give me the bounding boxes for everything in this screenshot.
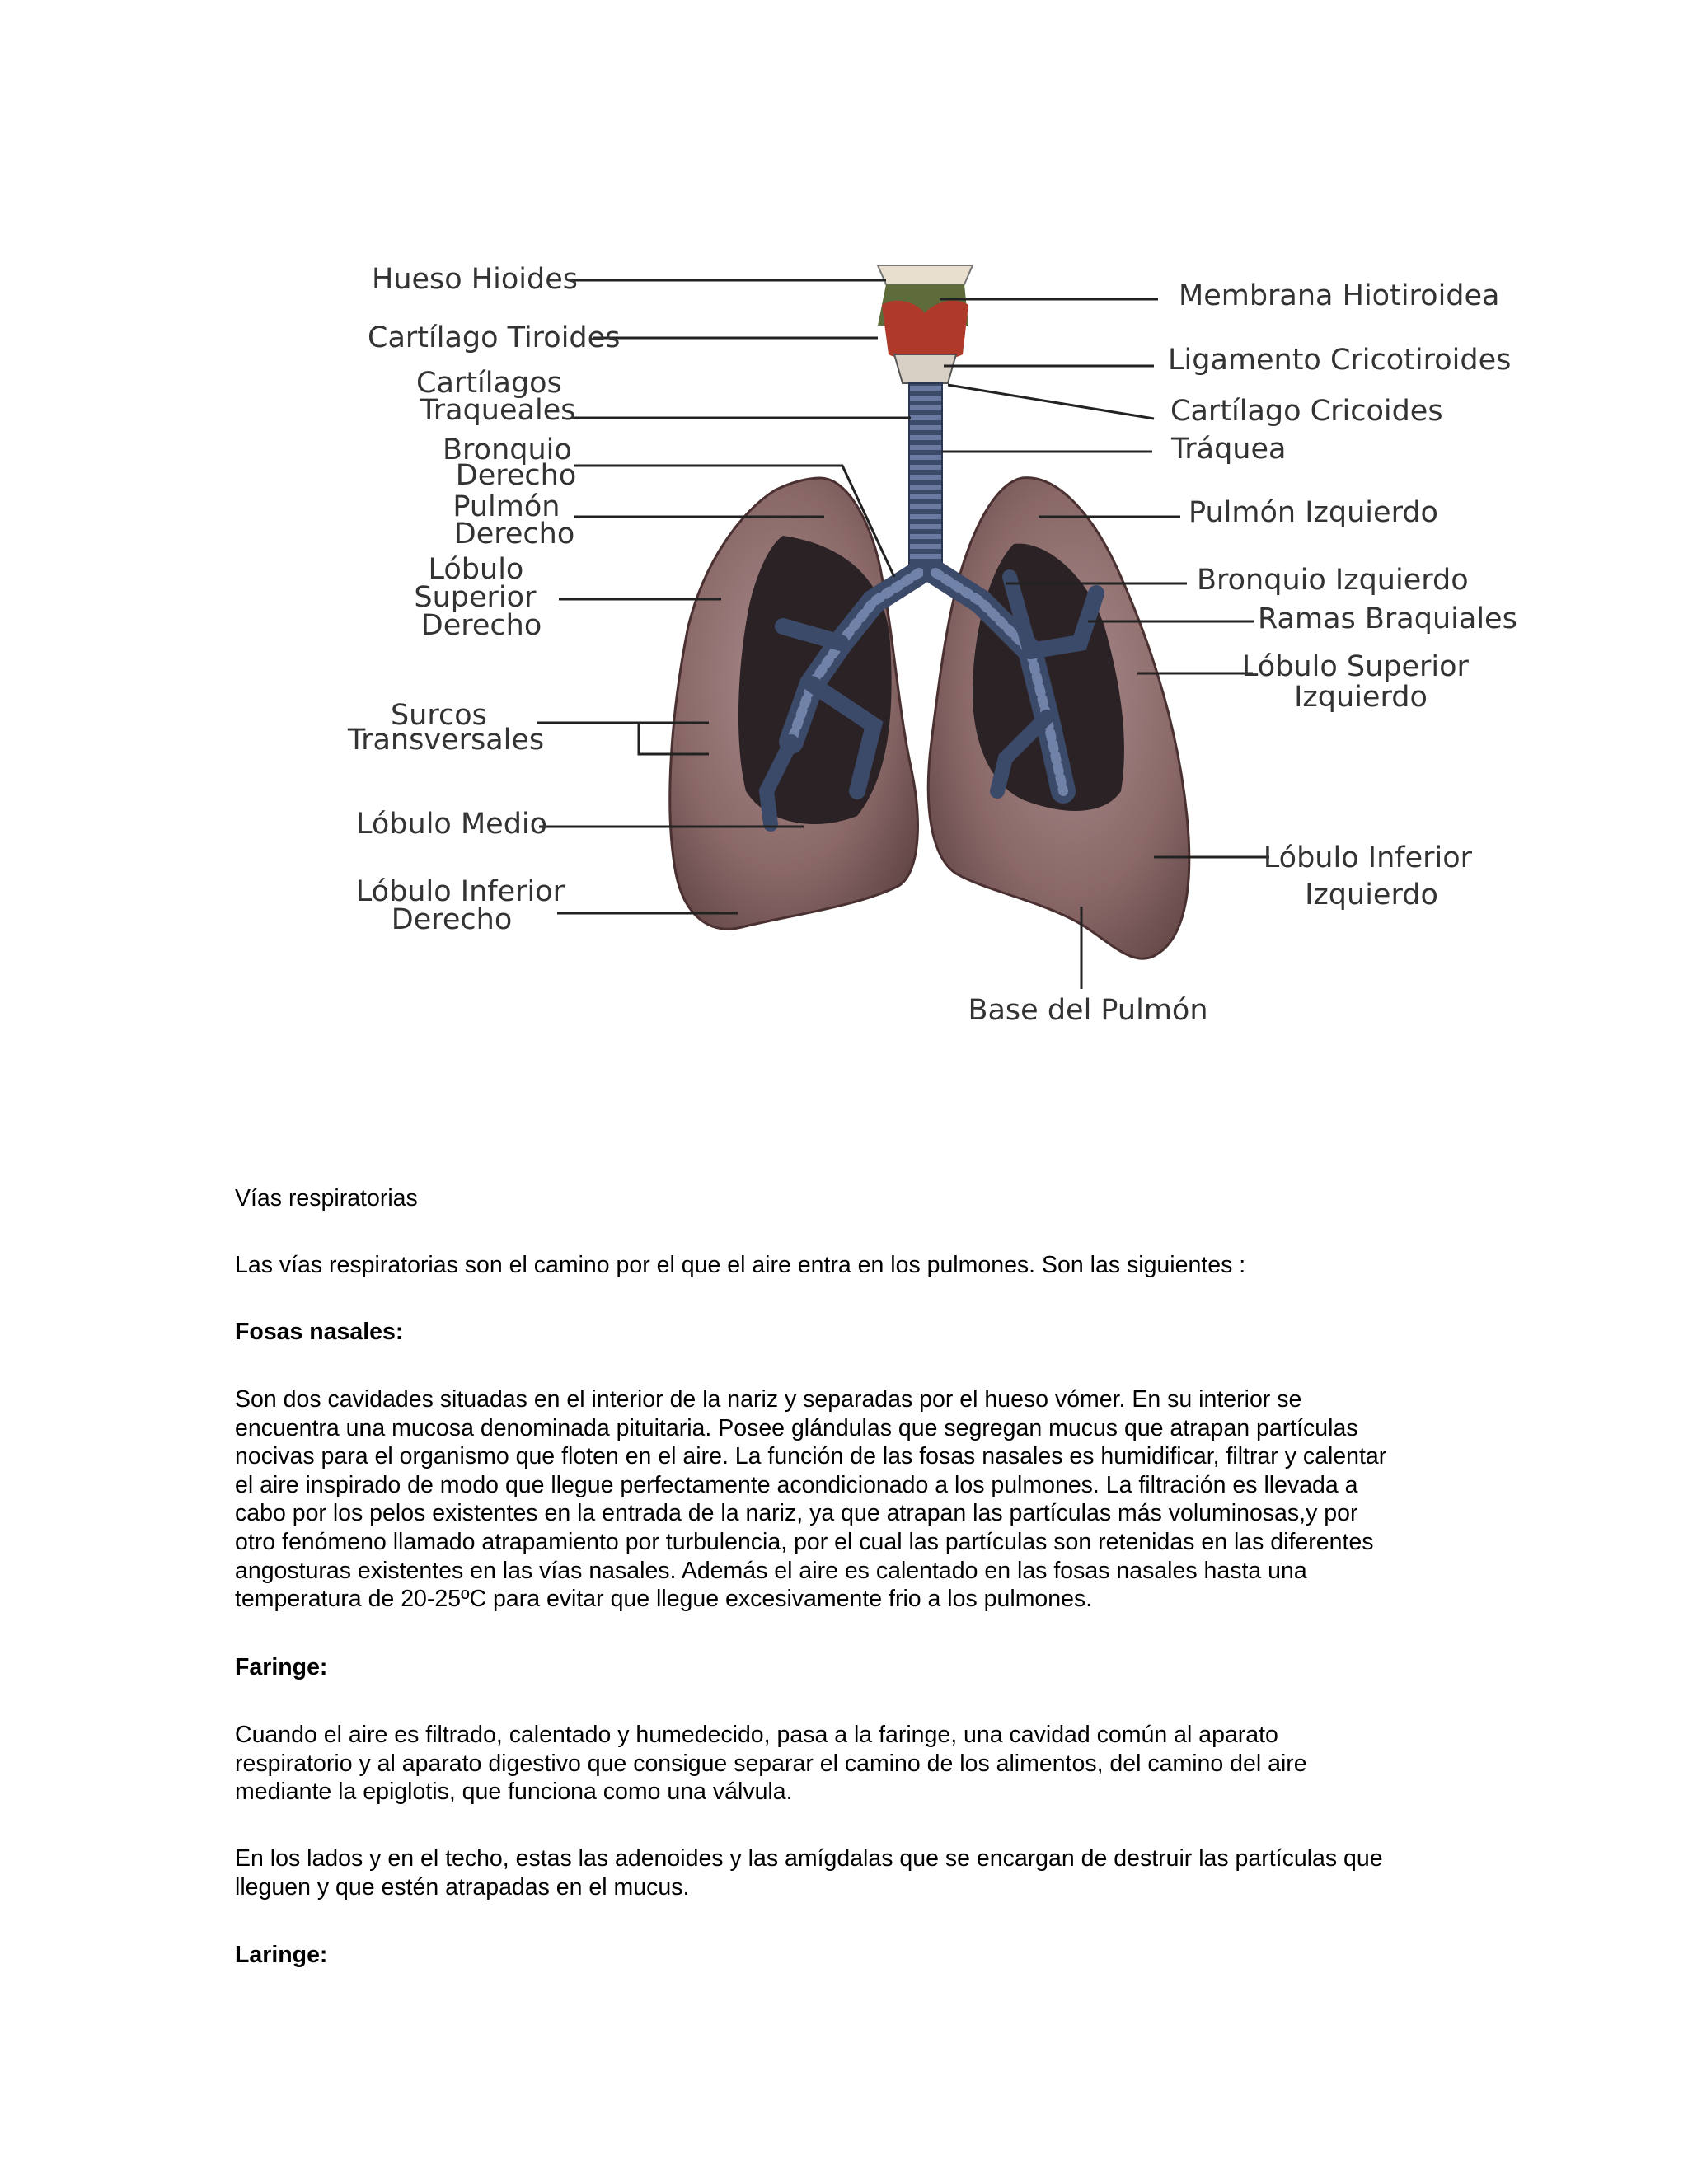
text-line: Cuando el aire es filtrado, calentado y humedecido, pasa a la faringe, una cavidad común al aparato	[235, 1722, 1278, 1748]
intro-paragraph: Las vías respiratorias son el camino por el que el aire entra en los pulmones. Son las siguientes :	[235, 1252, 1246, 1278]
label-lobulo-medio: Lóbulo Medio	[356, 808, 548, 841]
text-line: temperatura de 20-25ºC para evitar que llegue excesivamente frio a los pulmones.	[235, 1586, 1093, 1613]
text-line: nocivas para el organismo que floten en el aire. La función de las fosas nasales es humidificar, filtrar y calentar	[235, 1443, 1387, 1470]
text-line: encuentra una mucosa denominada pituitaria. Posee glándulas que segregan mucus que atrapan partículas	[235, 1414, 1358, 1441]
paragraph-adenoides	[235, 1844, 1471, 1901]
text-line: Son dos cavidades situadas en el interior de la nariz y separadas por el hueso vómer. En su interior se	[235, 1386, 1302, 1413]
text-line: el aire inspirado de modo que llegue perfectamente acondicionado a los pulmones. La filtración es llevada a	[235, 1471, 1358, 1498]
label-ligamento-cricotiroides: Ligamento Cricotiroides	[1168, 344, 1512, 377]
paragraph-fosas-nasales	[235, 1385, 1471, 1614]
label-cartilagos-traqueales: Cartílagos Traqueales	[416, 367, 576, 427]
text-line: respiratorio y al aparato digestivo que consigue separar el camino de los alimentos, del camino del aire	[235, 1750, 1307, 1777]
label-pulmon-izquierdo: Pulmón Izquierdo	[1189, 496, 1438, 529]
label-lobulo-superior-izquierdo: Lóbulo Superior Izquierdo	[1241, 650, 1469, 714]
heading-fosas-nasales: Fosas nasales:	[235, 1319, 404, 1345]
label-lobulo-inferior-derecho: Lóbulo Inferior Derecho	[355, 875, 565, 936]
trachea-shape	[909, 383, 942, 577]
label-bronquio-izquierdo: Bronquio Izquierdo	[1197, 564, 1469, 597]
label-hueso-hioides: Hueso Hioides	[372, 263, 578, 296]
text-line: En los lados y en el techo, estas las adenoides y las amígdalas que se encargan de destruir las partículas que	[235, 1845, 1383, 1872]
respiratory-system-diagram	[0, 0, 1688, 1071]
label-base-del-pulmon: Base del Pulmón	[968, 994, 1208, 1027]
label-traquea: Tráquea	[1171, 433, 1287, 466]
text-line: angosturas existentes en las vías nasales. Además el aire es calentado en las fosas nasales hasta una	[235, 1557, 1307, 1584]
label-cartilago-tiroides: Cartílago Tiroides	[368, 321, 621, 354]
label-surcos-transversales: Surcos Transversales	[347, 699, 545, 757]
text-line: cabo por los pelos existentes en la entrada de la nariz, ya que atrapan las partículas más voluminosas,y por	[235, 1500, 1358, 1527]
text-line: mediante la epiglotis, que funciona como una válvula.	[235, 1779, 793, 1806]
heading-faringe: Faringe:	[235, 1654, 328, 1680]
text-line: lleguen y que estén atrapadas en el mucus.	[235, 1873, 690, 1900]
label-membrana-hiotiroidea: Membrana Hiotiroidea	[1179, 279, 1500, 312]
text-line: otro fenómeno llamado atrapamiento por turbulencia, por el cual las partículas son retenidas en las diferentes	[235, 1528, 1374, 1555]
heading-laringe: Laringe:	[235, 1942, 328, 1968]
label-lobulo-inferior-izquierdo: Lóbulo Inferior Izquierdo	[1263, 841, 1473, 912]
label-bronquio-derecho: Bronquio Derecho	[443, 434, 577, 492]
label-cartilago-cricoides: Cartílago Cricoides	[1170, 395, 1443, 428]
label-pulmon-derecho: Pulmón Derecho	[452, 490, 575, 551]
section-title: Vías respiratorias	[235, 1185, 418, 1212]
label-lobulo-superior-derecho: Lóbulo Superior Derecho	[414, 553, 542, 642]
paragraph-faringe	[235, 1721, 1471, 1807]
label-ramas-braquiales: Ramas Braquiales	[1258, 602, 1517, 635]
lungs-illustration	[0, 0, 1688, 1071]
